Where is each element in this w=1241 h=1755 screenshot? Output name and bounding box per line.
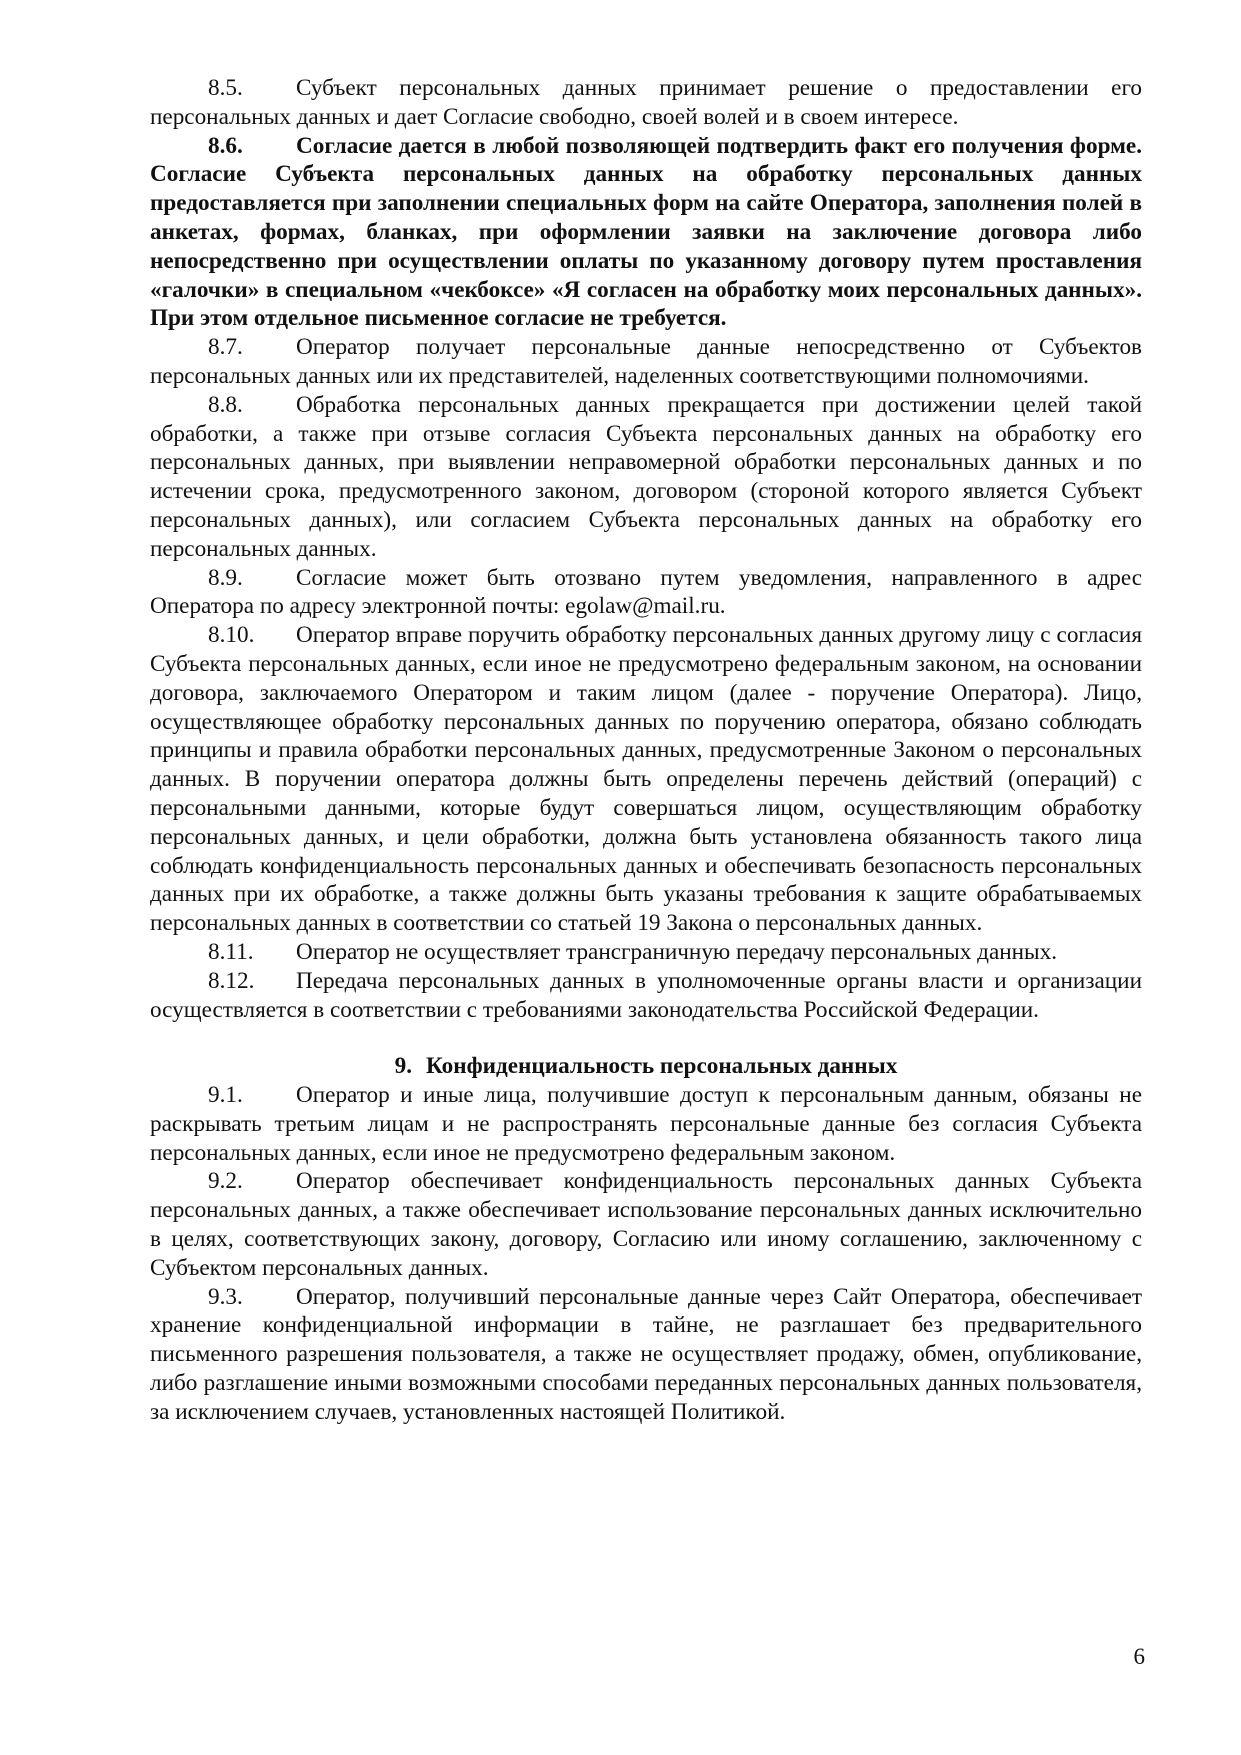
paragraph-text: Оператор обеспечивает конфиденциальность персональных данных Субъекта персональных данных, а также обеспечивает использование персональных данных исключительно в целях, соответствующих закону, договору, Согласию или иному соглашению, заключенному с Субъектом персональных данных. — [150, 1168, 1142, 1281]
paragraph-text: Передача персональных данных в уполномоченные органы власти и организации осуществляется в соответствии с требованиями законодательства Российской Федерации. — [150, 967, 1142, 1023]
section-9-heading — [150, 1052, 1142, 1081]
paragraph-8-11 — [150, 938, 1142, 967]
paragraph-text: Оператор и иные лица, получившие доступ к персональным данным, обязаны не раскрывать третьим лицам и не распространять персональные данные без согласия Субъекта персональных данных, если иное не предусмотрено федеральным законом. — [150, 1082, 1142, 1166]
section-title: Конфиденциальность персональных данных — [426, 1053, 898, 1080]
paragraph-text: Согласие может быть отозвано путем уведомления, направленного в адрес Оператора по адресу электронной почты: egolaw@mail.ru. — [150, 564, 1142, 620]
page-number: 6 — [1133, 1644, 1145, 1669]
paragraph-9-2 — [150, 1167, 1142, 1282]
paragraph-text: Оператор не осуществляет трансграничную передачу персональных данных. — [296, 938, 1058, 965]
paragraph-8-12 — [150, 967, 1142, 1025]
paragraph-number: 8.6. — [208, 132, 243, 159]
paragraph-text: Согласие дается в любой позволяющей подтвердить факт его получения форме. Согласие Субъекта персональных данных на обработку персональных данных предоставляется при заполнении специальных форм на сайте Оператора, заполнения полей в анкетах, формах, бланках, при оформлении заявки на заключение договора либо непосредственно при осуществлении оплаты по указанному договору путем проставления «галочки» в специальном «чекбоксе» «Я согласен на обработку моих персональных данных». При этом отдельное письменное согласие не требуется. — [150, 132, 1142, 332]
paragraph-number: 8.10. — [208, 622, 255, 649]
paragraph-8-5 — [150, 74, 1142, 132]
paragraph-number: 8.11. — [208, 938, 254, 965]
section-number: 9. — [394, 1053, 413, 1080]
paragraph-number: 8.9. — [208, 564, 243, 591]
paragraph-8-8 — [150, 391, 1142, 564]
paragraph-8-9 — [150, 564, 1142, 622]
paragraph-9-1 — [150, 1081, 1142, 1167]
paragraph-text: Оператор вправе поручить обработку персональных данных другому лицу с согласия Субъекта персональных данных, если иное не предусмотрено федеральным законом, на основании договора, заключаемого Оператором и таким лицом (далее - поручение Оператора). Лицо, осуществляющее обработку персональных данных по поручению оператора, обязано соблюдать принципы и правила обработки персональных данных, предусмотренные Законом о персональных данных. В поручении оператора должны быть определены перечень действий (операций) с персональными данными, которые будут совершаться лицом, осуществляющим обработку персональных данных, и цели обработки, должна быть установлена обязанность такого лица соблюдать конфиденциальность персональных данных и обеспечивать безопасность персональных данных при их обработке, а также должны быть указаны требования к защите обрабатываемых персональных данных в соответствии со статьей 19 Закона о персональных данных. — [150, 622, 1142, 937]
paragraph-text: Субъект персональных данных принимает решение о предоставлении его персональных данных и дает Согласие свободно, своей волей и в своем интересе. — [150, 75, 1142, 130]
paragraph-number: 8.12. — [208, 967, 255, 994]
paragraph-number: 8.7. — [208, 334, 243, 361]
paragraph-number: 9.2. — [208, 1168, 243, 1195]
paragraph-number: 8.8. — [208, 391, 243, 418]
paragraph-8-7 — [150, 333, 1142, 391]
paragraph-number: 9.3. — [208, 1283, 243, 1310]
paragraph-number: 9.1. — [208, 1082, 243, 1109]
paragraph-text: Обработка персональных данных прекращается при достижении целей такой обработки, а также при отзыве согласия Субъекта персональных данных на обработку его персональных данных, при выявлении неправомерной обработки персональных данных и по истечении срока, предусмотренного законом, договором (стороной которого является Субъект персональных данных), или согласием Субъекта персональных данных на обработку его персональных данных. — [150, 391, 1142, 562]
paragraph-text: Оператор, получивший персональные данные через Сайт Оператора, обеспечивает хранение конфиденциальной информации в тайне, не разглашает без предварительного письменного разрешения пользователя, а также не осуществляет продажу, обмен, опубликование, либо разглашение иными возможными способами переданных персональных данных пользователя, за исключением случаев, установленных настоящей Политикой. — [150, 1283, 1142, 1425]
paragraph-8-10 — [150, 621, 1142, 938]
paragraph-number: 8.5. — [208, 75, 243, 101]
paragraph-8-6 — [150, 132, 1142, 334]
paragraph-9-3 — [150, 1283, 1142, 1427]
paragraph-text: Оператор получает персональные данные непосредственно от Субъектов персональных данных или их представителей, наделенных соответствующими полномочиями. — [150, 334, 1142, 389]
page-body — [150, 74, 1142, 1427]
